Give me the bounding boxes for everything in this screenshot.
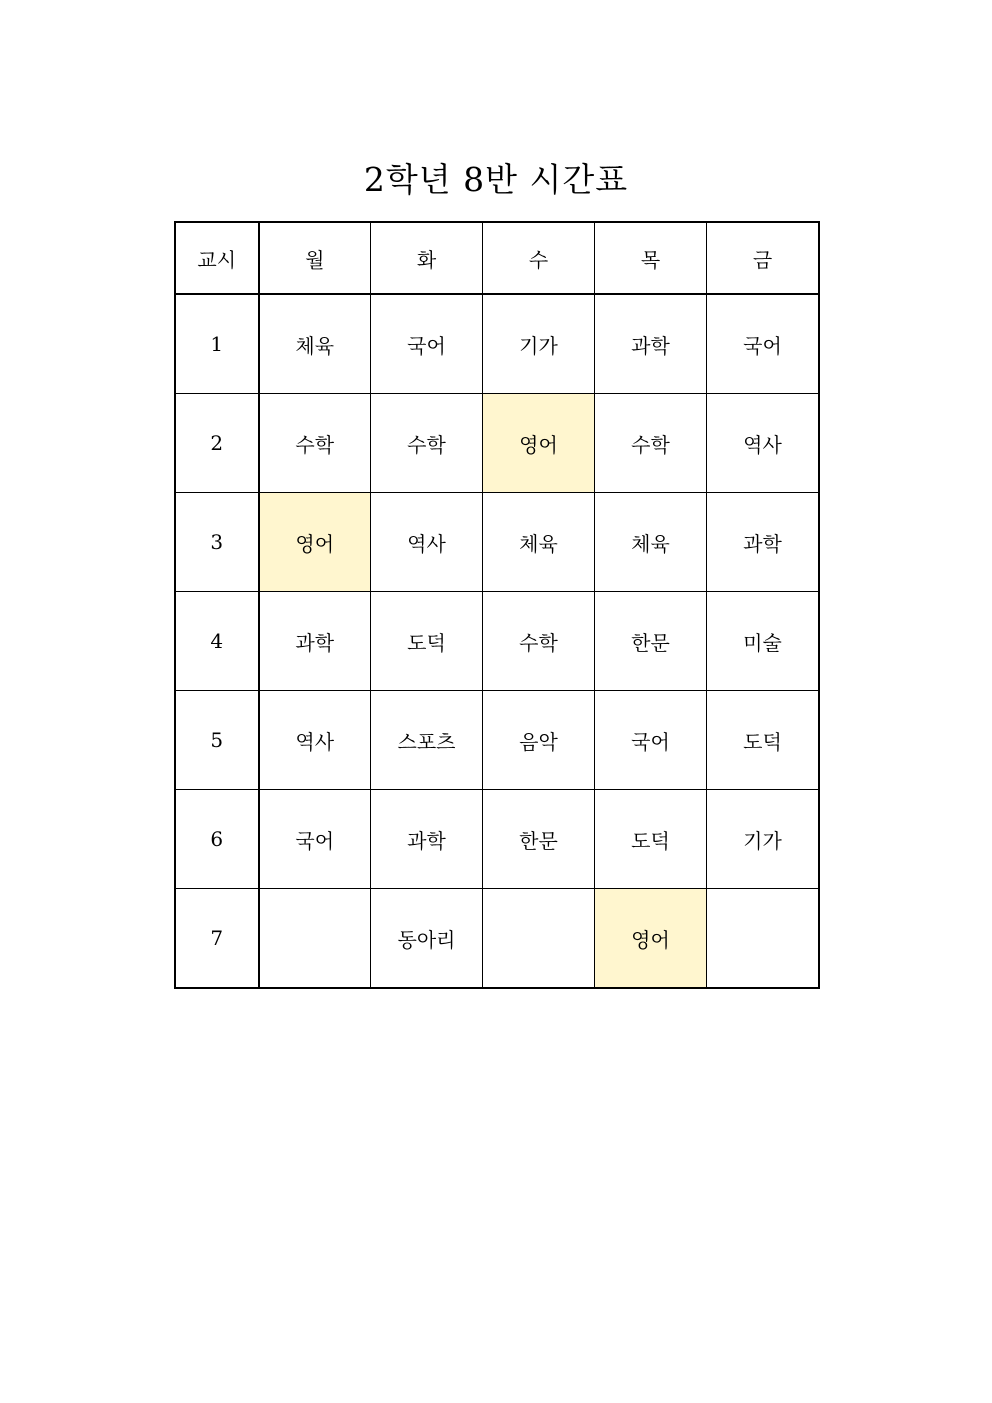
- subject-cell: 미술: [707, 592, 819, 691]
- table-row: [176, 493, 819, 592]
- subject-cell: 국어: [595, 691, 707, 790]
- subject-cell: 과학: [371, 790, 483, 889]
- day-header-wed: 수: [483, 223, 595, 295]
- subject-cell: 체육: [259, 294, 371, 394]
- subject-cell: 도덕: [707, 691, 819, 790]
- subject-cell-highlighted: 영어: [259, 493, 371, 592]
- subject-cell: 과학: [707, 493, 819, 592]
- subject-cell: [483, 889, 595, 988]
- period-number: 3: [176, 493, 259, 592]
- subject-cell: 수학: [483, 592, 595, 691]
- subject-cell: 역사: [371, 493, 483, 592]
- subject-cell: 스포츠: [371, 691, 483, 790]
- subject-cell: 수학: [595, 394, 707, 493]
- period-number: 4: [176, 592, 259, 691]
- subject-cell-highlighted: 영어: [595, 889, 707, 988]
- table-row: [176, 294, 819, 394]
- period-number: 1: [176, 294, 259, 394]
- day-header-fri: 금: [707, 223, 819, 295]
- subject-cell: 체육: [595, 493, 707, 592]
- subject-cell: 체육: [483, 493, 595, 592]
- subject-cell: 과학: [259, 592, 371, 691]
- subject-cell: 역사: [259, 691, 371, 790]
- subject-cell: 국어: [707, 294, 819, 394]
- subject-cell: 수학: [371, 394, 483, 493]
- subject-cell: 국어: [259, 790, 371, 889]
- table-row: [176, 889, 819, 988]
- subject-cell: 한문: [483, 790, 595, 889]
- period-number: 7: [176, 889, 259, 988]
- subject-cell: 기가: [707, 790, 819, 889]
- subject-cell: 기가: [483, 294, 595, 394]
- table-row: [176, 394, 819, 493]
- subject-cell: 역사: [707, 394, 819, 493]
- page-title: 2학년 8반 시간표: [363, 160, 629, 199]
- subject-cell: 수학: [259, 394, 371, 493]
- day-header-mon: 월: [259, 223, 371, 295]
- subject-cell: 도덕: [371, 592, 483, 691]
- subject-cell-highlighted: 영어: [483, 394, 595, 493]
- subject-cell: 동아리: [371, 889, 483, 988]
- timetable: [175, 222, 819, 988]
- subject-cell: [707, 889, 819, 988]
- subject-cell: [259, 889, 371, 988]
- subject-cell: 국어: [371, 294, 483, 394]
- period-header: 교시: [176, 223, 259, 295]
- table-row: [176, 790, 819, 889]
- subject-cell: 과학: [595, 294, 707, 394]
- table-row: [176, 592, 819, 691]
- subject-cell: 음악: [483, 691, 595, 790]
- period-number: 2: [176, 394, 259, 493]
- subject-cell: 한문: [595, 592, 707, 691]
- day-header-thu: 목: [595, 223, 707, 295]
- day-header-tue: 화: [371, 223, 483, 295]
- header-row: [176, 223, 819, 295]
- period-number: 5: [176, 691, 259, 790]
- period-number: 6: [176, 790, 259, 889]
- subject-cell: 도덕: [595, 790, 707, 889]
- table-row: [176, 691, 819, 790]
